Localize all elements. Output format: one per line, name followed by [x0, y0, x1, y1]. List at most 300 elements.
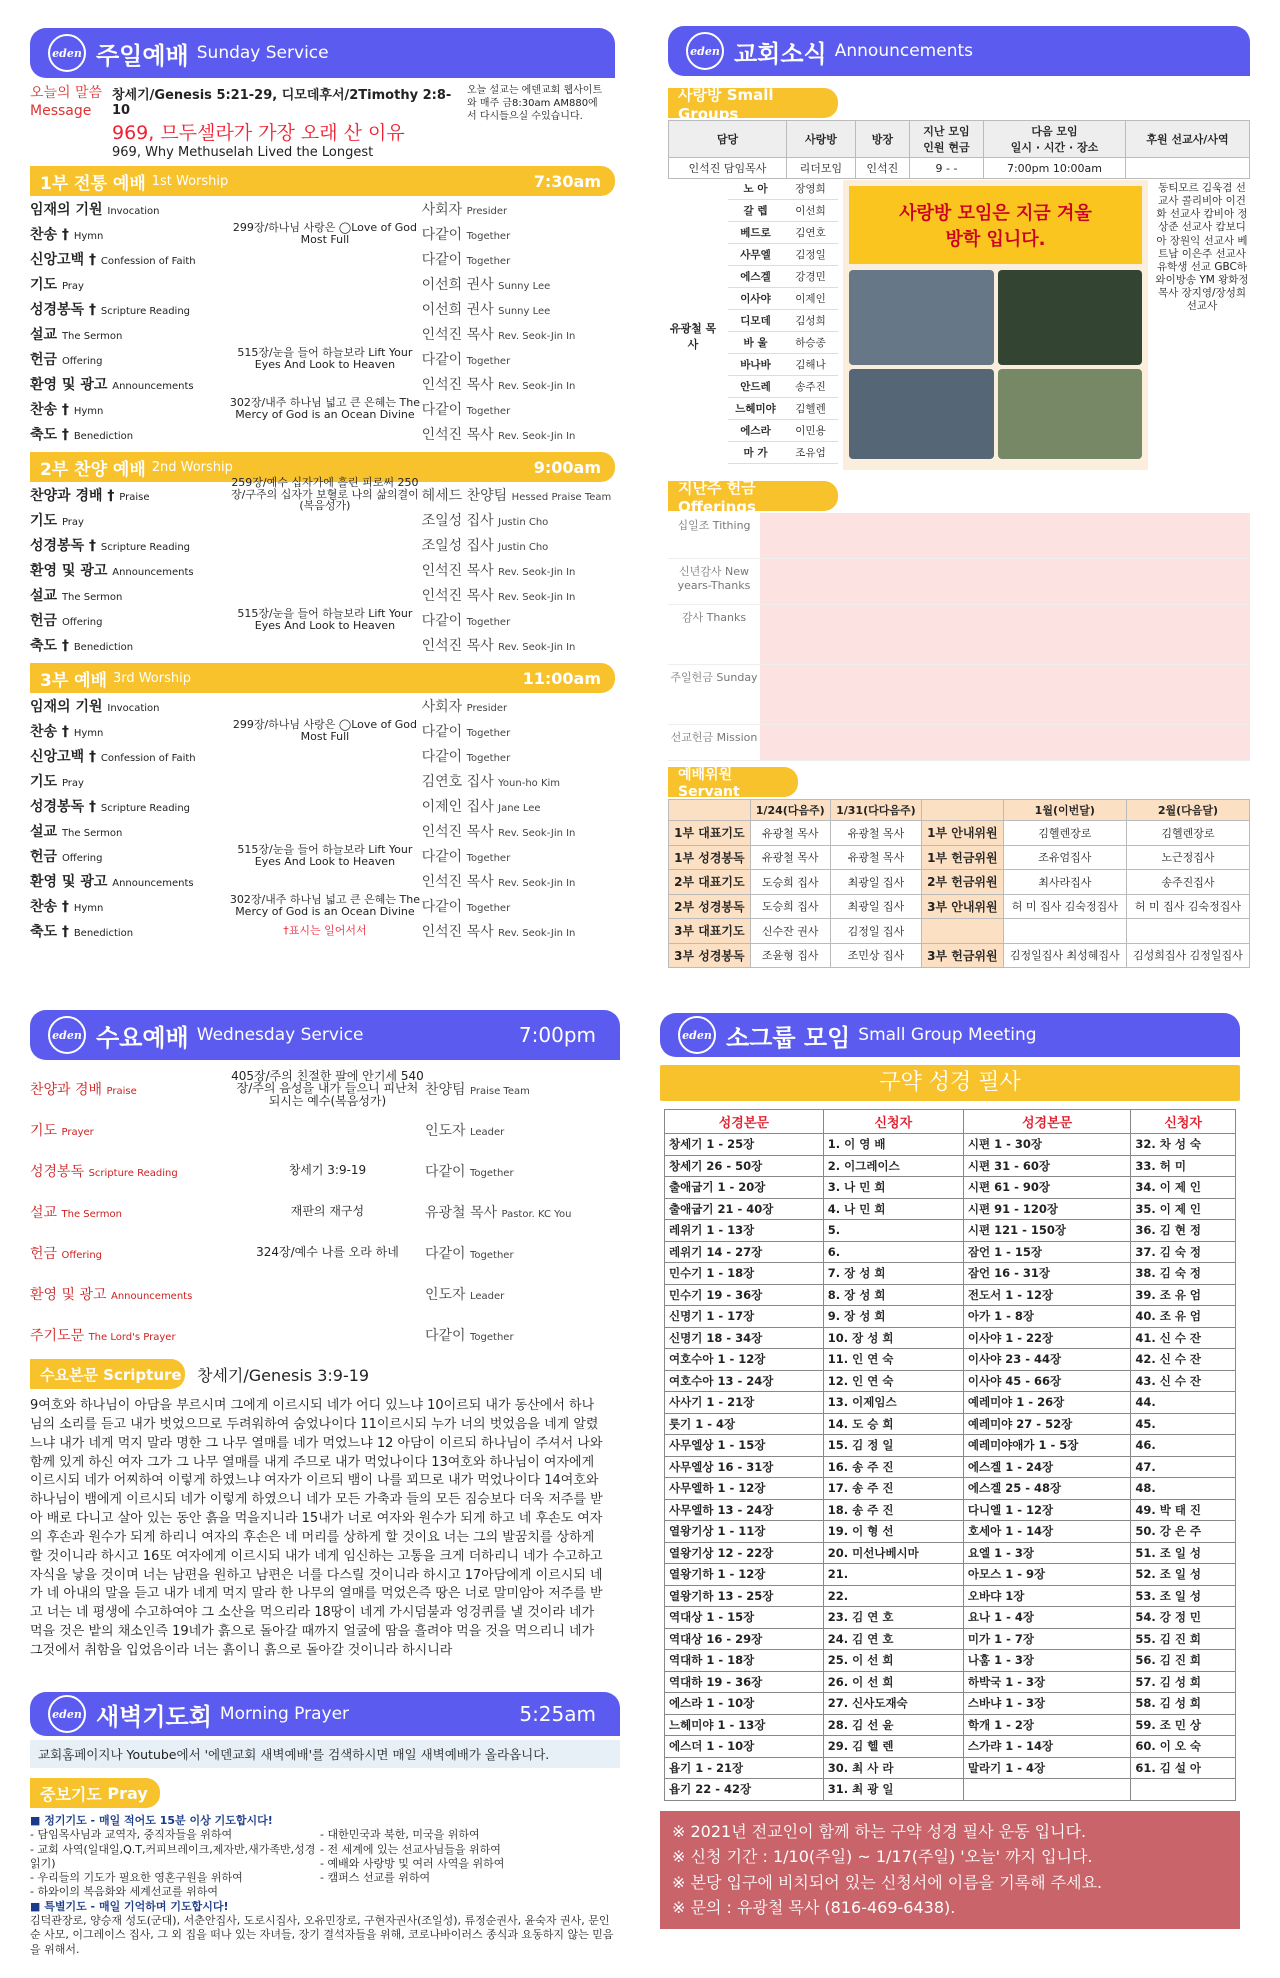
winter-notice: 사랑방 모임은 지금 겨울 방학 입니다.: [849, 186, 1142, 264]
bible-cell: 여호수아 1 - 12장: [665, 1349, 824, 1371]
offer-row: [668, 513, 1250, 559]
room-name: 이사야: [740, 293, 771, 305]
leader-ko: 인석진 목사: [421, 823, 494, 840]
leader-en: Presider: [466, 205, 508, 217]
bible-cell: 34. 이 제 인: [1131, 1177, 1236, 1199]
serv-cell: 2부 헌금위원: [922, 870, 1004, 895]
item-ko: 환영 및 광고: [30, 873, 108, 890]
serv-cell: 최광일 집사: [830, 870, 921, 895]
bible-cell: 24. 김 연 호: [823, 1628, 963, 1650]
worship1-row: [30, 271, 615, 296]
pray-title: 중보기도: [40, 1784, 102, 1804]
note-line: ※ 문의 : 유광철 목사 (816-469-6438).: [672, 1898, 956, 1918]
sg-head-text: 장소: [1076, 141, 1099, 154]
leader-en: Together: [466, 230, 511, 242]
item-ko: 임재의 기원: [30, 698, 103, 715]
item-name: [30, 610, 228, 630]
room-row: [728, 266, 838, 288]
sg-head: [909, 121, 983, 158]
sermon-title-en: 969, Why Methuselah Lived the Longest: [112, 145, 374, 160]
item-name: [30, 921, 228, 941]
eden-logo: eden: [48, 1695, 86, 1733]
bible-cell: 1. 이 영 배: [823, 1134, 963, 1156]
pray-item: - 전 세계에 있는 선교사님들을 위하여: [320, 1842, 501, 1856]
item-detail: 515장/눈을 들어 하늘보라 Lift Your Eyes And Look to Heaven: [237, 606, 413, 632]
item-en: Hymn: [73, 230, 104, 242]
serv-cell: 신수잔 권사: [750, 919, 830, 944]
bible-cell: 44.: [1131, 1392, 1236, 1414]
item-en: Announcements: [110, 1290, 193, 1302]
sg-cell-text: -: [953, 161, 958, 175]
leader-en: Together: [470, 1331, 514, 1343]
item-ko: 설교: [30, 823, 58, 840]
group-photo: [998, 369, 1143, 459]
serv-cell: 조유엄집사: [1003, 845, 1126, 870]
item-en: Announcements: [112, 566, 194, 578]
leader-en: Rev. Seok-Jin In: [498, 566, 576, 578]
bible-cell: 23. 김 연 호: [823, 1607, 963, 1629]
eden-logo: eden: [686, 32, 724, 70]
announce-title: 교회소식: [734, 39, 827, 68]
bible-cell: 에스겔 1 - 24장: [963, 1456, 1130, 1478]
serv-cell: [1003, 919, 1126, 944]
leader-en: Jane Lee: [498, 802, 541, 814]
item-detail: 299장/하나님 사랑은 ◯Love of God Most Full: [232, 220, 417, 246]
wednesday-section: [30, 1010, 620, 1661]
announce-header: [668, 26, 1250, 76]
bible-cell: 5.: [823, 1220, 963, 1242]
bible-cell: 전도서 1 - 12장: [963, 1284, 1130, 1306]
leader-ko: 이제인 집사: [421, 798, 494, 815]
room-host: 김연호: [795, 227, 826, 239]
item-name: [30, 721, 228, 741]
worship2-title: 2부 찬양 예배: [40, 459, 146, 480]
room-host: 김정일: [795, 249, 826, 261]
worship2-row: [30, 532, 615, 557]
item-ko: 찬송 †: [30, 401, 69, 418]
serv-head: 1월(이번달): [1003, 800, 1126, 821]
item-ko: 찬송 †: [30, 898, 69, 915]
offer-type: 신년감사 New years-Thanks: [677, 565, 751, 592]
leader-en: Rev. Seok-Jin In: [498, 330, 576, 342]
sg-head: 다음 모임 일시 · 시간 · 장소: [984, 121, 1126, 158]
room-row: [728, 354, 838, 376]
item-name: [30, 746, 228, 766]
item-ko: 설교: [30, 587, 58, 604]
serv-cell: 김성희집사 김정일집사: [1126, 943, 1249, 968]
leader-ko: 사회자: [421, 698, 463, 715]
leader-ko: 인석진 목사: [421, 637, 494, 654]
leader-en: Hessed Praise Team: [511, 491, 612, 503]
worship2-time: 9:00am: [533, 457, 601, 477]
item-leader: [422, 871, 615, 891]
note-line: ※ 2021년 전교인이 함께 하는 구약 성경 필사 운동 입니다.: [672, 1821, 1087, 1841]
worship3-sub: 3rd Worship: [112, 670, 191, 686]
room-row: [728, 244, 838, 266]
pray-h1: ■ 정기기도 - 매일 적어도 15분 이상 기도합시다!: [30, 1814, 273, 1827]
item-en: Scripture Reading: [88, 1167, 178, 1179]
bible-cell: 52. 조 일 성: [1131, 1564, 1236, 1586]
room-host: 김헬렌: [795, 403, 826, 415]
item-leader: [422, 696, 615, 716]
item-ko: 헌금: [30, 1245, 58, 1262]
item-en: Announcements: [112, 877, 194, 889]
bible-cell: 사무엘상 16 - 31장: [665, 1456, 824, 1478]
offer-amount: [760, 605, 1250, 664]
bible-cell: 58. 김 성 희: [1131, 1693, 1236, 1715]
leader-en: Together: [466, 405, 511, 417]
item-name: [30, 224, 228, 244]
serv-cell: 조윤형 집사: [750, 943, 830, 968]
worship3-row: [30, 718, 615, 743]
room-host: 이선희: [795, 205, 826, 217]
sg-cell: 인석진 담임목사: [669, 158, 787, 179]
item-ko: 성경봉독 †: [30, 537, 96, 554]
bible-cell: 열왕기하 1 - 12장: [665, 1564, 824, 1586]
leader-ko: 다같이: [421, 612, 463, 629]
leader-ko: 인석진 목사: [421, 326, 494, 343]
item-leader: [422, 399, 615, 419]
item-en: Confession of Faith: [100, 255, 196, 267]
leader-en: Rev. Seok-Jin In: [498, 430, 576, 442]
item-ko: 성경봉독 †: [30, 301, 96, 318]
item-ko: 헌금: [30, 612, 58, 629]
room-row: [728, 310, 838, 332]
bible-cell: 22.: [823, 1585, 963, 1607]
sg-head: 담당: [669, 121, 787, 158]
item-name: [30, 299, 228, 319]
item-leader: [425, 1202, 620, 1222]
bible-cell: 아가 1 - 8장: [963, 1306, 1130, 1328]
serv-cell: 도승희 집사: [750, 870, 830, 895]
bible-cell: 4. 나 민 희: [823, 1198, 963, 1220]
bible-head: 성경본문: [665, 1110, 824, 1134]
offer-amount: [760, 513, 1250, 558]
serv-cell: [922, 919, 1004, 944]
wed-scripture-head: [30, 1359, 620, 1389]
bible-cell: [963, 1779, 1130, 1801]
leader-en: Rev. Seok-Jin In: [498, 380, 576, 392]
leader-en: Together: [466, 727, 511, 739]
photo-area: [843, 180, 1148, 470]
bible-cell: 잠언 1 - 15장: [963, 1241, 1130, 1263]
wednesday-title: 수요예배: [96, 1023, 189, 1052]
item-en: The Sermon: [61, 591, 123, 603]
wed-scripture-ref: 창세기/Genesis 3:9-19: [197, 1365, 370, 1385]
item-leader: [422, 485, 615, 505]
sg-head-text: 지난 모임: [923, 125, 970, 138]
leader-ko: 다같이: [421, 226, 463, 243]
offer-amount: [760, 725, 1250, 760]
bible-cell: 12. 인 연 숙: [823, 1370, 963, 1392]
room-name: 바나바: [740, 359, 771, 371]
leader-en: Sunny Lee: [498, 305, 551, 317]
item-detail: 재판의 재구성: [290, 1204, 365, 1219]
serv-cell: 최사라집사: [1003, 870, 1126, 895]
bible-cell: 49. 박 태 진: [1131, 1499, 1236, 1521]
item-en: Pray: [61, 777, 84, 789]
sunday-title: 주일예배: [96, 41, 189, 70]
bible-cell: 31. 최 광 일: [823, 1779, 963, 1801]
bible-cell: 27. 신사도재숙: [823, 1693, 963, 1715]
serv-cell: 김헬렌장로: [1003, 821, 1126, 846]
sg-cell-text: -: [945, 161, 950, 175]
sg-head-text: 일시: [1010, 141, 1033, 154]
serv-cell: 김헬렌장로: [1126, 821, 1249, 846]
item-name: [30, 1243, 230, 1263]
item-ko: 설교: [30, 1204, 58, 1221]
bible-cell: 40. 조 유 엄: [1131, 1306, 1236, 1328]
bible-cell: 9. 장 성 희: [823, 1306, 963, 1328]
pray-item: - 대한민국과 북한, 미국을 위하여: [320, 1828, 480, 1842]
item-name: [30, 374, 228, 394]
item-name: [30, 1284, 230, 1304]
leader-en: Justin Cho: [498, 516, 549, 528]
offer-type: 감사 Thanks: [681, 611, 747, 624]
leader-ko: 이선희 권사: [421, 301, 494, 318]
worship3-row: [30, 893, 615, 918]
bible-cell: 3. 나 민 희: [823, 1177, 963, 1199]
item-name: [30, 1202, 230, 1222]
worship2-row: [30, 582, 615, 607]
item-detail: 515장/눈을 들어 하늘보라 Lift Your Eyes And Look to Heaven: [237, 842, 413, 868]
bible-cell: 26. 이 선 희: [823, 1671, 963, 1693]
leader-en: Rev. Seok-Jin In: [498, 591, 576, 603]
leader-en: Rev. Seok-Jin In: [498, 641, 576, 653]
bible-cell: 미가 1 - 7장: [963, 1628, 1130, 1650]
leader-ko: 다같이: [421, 723, 463, 740]
room-row: [728, 178, 838, 200]
message-block: [30, 84, 615, 160]
wed-row: [30, 1150, 620, 1191]
room-row: [728, 398, 838, 420]
item-en: The Sermon: [61, 827, 123, 839]
bible-cell: 에스더 1 - 10장: [665, 1736, 824, 1758]
worship1-bar: [30, 166, 615, 196]
mission-list: 동티모르 김욱겸 선교사 콜리비아 이건화 선교사 캄비아 정상준 선교사 캄보디아 장원익 선교사 베트남 이은주 선교사 유학생 선교 GBC하와이방송 YM 왕화정 목사 장지영/장성희 선교사: [1155, 182, 1249, 313]
leader-ko: 유광철 목사: [424, 1204, 498, 1221]
sg-head-text: 현금: [948, 141, 970, 154]
item-detail: 창세기 3:9-19: [288, 1163, 367, 1178]
item-ko: 신앙고백 †: [30, 251, 96, 268]
leader-en: Together: [466, 902, 511, 914]
sg-area: [668, 120, 1250, 475]
offer-type: 십일조 Tithing: [677, 519, 751, 532]
item-en: Scripture Reading: [100, 802, 191, 814]
worship1-sub: 1st Worship: [151, 173, 229, 189]
leader-ko: 다같이: [424, 1245, 466, 1262]
bible-cell: 열왕기하 13 - 25장: [665, 1585, 824, 1607]
worship1-row: [30, 196, 615, 221]
item-ko: 찬양과 경배 †: [30, 487, 115, 504]
room-name: 갈 렙: [743, 205, 768, 217]
leader-ko: 찬양팀: [424, 1081, 466, 1098]
bible-head: 신청자: [823, 1110, 963, 1134]
bible-cell: 요나 1 - 4장: [963, 1607, 1130, 1629]
room-name: 베드로: [740, 227, 771, 239]
sg-cell-text: 9: [935, 161, 943, 175]
item-ko: 헌금: [30, 848, 58, 865]
item-leader: [422, 249, 615, 269]
sg-head: 사랑방: [787, 121, 856, 158]
item-detail: 259장/예수 십자가에 흘린 피로써 250장/구주의 십자가 보혈로 나의 삶의결이 (복음성가): [231, 476, 419, 513]
small-banner: 구약 성경 필사: [660, 1065, 1240, 1101]
leader-ko: 헤세드 찬양팀: [421, 487, 508, 504]
bible-cell: 창세기 26 - 50장: [665, 1155, 824, 1177]
bible-cell: 32. 차 성 숙: [1131, 1134, 1236, 1156]
bible-cell: 30. 최 사 라: [823, 1757, 963, 1779]
room-row: [728, 222, 838, 244]
sg-head: 후원 선교사/사역: [1125, 121, 1249, 158]
leader-ko: 이선희 권사: [421, 276, 494, 293]
sg-head-text: 다음 모임: [1031, 125, 1078, 138]
pray-sub: Pray: [107, 1783, 148, 1803]
item-name: [30, 821, 228, 841]
item-leader: [422, 635, 615, 655]
item-name: [30, 485, 228, 505]
worship1-row: [30, 421, 615, 446]
worship1-row: [30, 371, 615, 396]
leader-ko: 다같이: [421, 401, 463, 418]
bible-head: 성경본문: [963, 1110, 1130, 1134]
item-leader: [422, 560, 615, 580]
item-en: Announcements: [112, 380, 194, 392]
bible-cell: 민수기 1 - 18장: [665, 1263, 824, 1285]
item-en: Praise: [119, 491, 150, 503]
sermon-note: 오늘 설교는 에덴교회 웹사이트와 매주 금8:30am AM880에서 다시들으실 수있습니다.: [467, 85, 603, 122]
bible-cell: 13. 이제임스: [823, 1392, 963, 1414]
bible-cell: 에스라 1 - 10장: [665, 1693, 824, 1715]
eden-logo: eden: [678, 1016, 716, 1054]
bible-cell: 레위기 14 - 27장: [665, 1241, 824, 1263]
item-en: Hymn: [73, 727, 104, 739]
bible-cell: 말라기 1 - 4장: [963, 1757, 1130, 1779]
note-line: ※ 본당 입구에 비치되어 있는 신청서에 이름을 기록해 주세요.: [672, 1872, 1103, 1892]
leader-en: Together: [466, 616, 511, 628]
item-leader: [422, 585, 615, 605]
bible-cell: 29. 김 헬 렌: [823, 1736, 963, 1758]
leader-en: Justin Cho: [498, 541, 549, 553]
serv-head: [669, 800, 751, 821]
leader-ko: 조일성 집사: [421, 537, 494, 554]
serv-cell: 3부 헌금위원: [922, 943, 1004, 968]
pray-item: - 예배와 사랑방 및 여러 사역을 위하여: [320, 1856, 505, 1870]
bible-cell: 이사야 23 - 44장: [963, 1349, 1130, 1371]
leader-en: Together: [470, 1167, 514, 1179]
sg-head-text: 인원: [923, 141, 945, 154]
offer-row: [668, 559, 1250, 605]
item-ko: 기도: [30, 773, 58, 790]
dawn-time: 5:25am: [519, 1702, 596, 1726]
room-name: 바 울: [743, 337, 768, 349]
smallgroup-section: [660, 1013, 1240, 1929]
worship2-row: [30, 476, 615, 513]
leader-en: Praise Team: [470, 1085, 530, 1097]
serv-cell: 김정일 집사: [830, 919, 921, 944]
bible-cell: 55. 김 진 희: [1131, 1628, 1236, 1650]
item-en: Benediction: [73, 430, 134, 442]
room-row: [728, 376, 838, 398]
dawn-sub: Morning Prayer: [219, 1704, 350, 1724]
bible-cell: [1131, 1779, 1236, 1801]
worship2-row: [30, 557, 615, 582]
item-leader: [422, 424, 615, 444]
leader-en: Rev. Seok-Jin In: [498, 927, 576, 939]
serv-cell: 2부 대표기도: [669, 870, 751, 895]
dawn-text: 교회홈페이지나 Youtube에서 '에덴교회 새벽예배'를 검색하시면 매일 새벽예배가 올라옵니다.: [30, 1740, 620, 1768]
bible-cell: 요엘 1 - 3장: [963, 1542, 1130, 1564]
pray-item: - 캠퍼스 선교를 위하여: [320, 1871, 431, 1885]
item-leader: [422, 721, 615, 741]
small-notes: [660, 1811, 1240, 1929]
room-host: 강경민: [795, 271, 826, 283]
bible-cell: 46.: [1131, 1435, 1236, 1457]
wednesday-header: [30, 1010, 620, 1060]
room-name: 노 아: [743, 183, 768, 195]
item-leader: [422, 274, 615, 294]
room-host: 김해나: [795, 359, 826, 371]
item-name: [30, 199, 228, 219]
bible-cell: 7. 장 성 희: [823, 1263, 963, 1285]
item-name: [30, 896, 228, 916]
sg-label: 사랑방 Small Groups: [668, 88, 838, 118]
bible-cell: 37. 김 숙 정: [1131, 1241, 1236, 1263]
item-leader: [422, 610, 615, 630]
leader-ko: 인석진 목사: [421, 426, 494, 443]
room-name: 마 가: [743, 447, 768, 459]
item-detail: †표시는 일어서서: [283, 923, 367, 937]
serv-cell: 송주진집사: [1126, 870, 1249, 895]
item-ko: 기도: [30, 512, 58, 529]
serv-cell: 2부 성경봉독: [669, 894, 751, 919]
item-leader: [425, 1161, 620, 1181]
bible-cell: 54. 강 정 민: [1131, 1607, 1236, 1629]
bible-cell: 시편 61 - 90장: [963, 1177, 1130, 1199]
bible-cell: 시편 91 - 120장: [963, 1198, 1130, 1220]
sunday-scripture: 창세기/Genesis 5:21-29, 디모데후서/2Timothy 2:8-10: [112, 88, 452, 118]
item-leader: [422, 299, 615, 319]
room-row: [728, 332, 838, 354]
item-leader: [425, 1284, 620, 1304]
bible-cell: 욥기 1 - 21장: [665, 1757, 824, 1779]
bible-cell: 잠언 16 - 31장: [963, 1263, 1130, 1285]
offer-row: [668, 605, 1250, 665]
room-row: [728, 442, 838, 464]
room-name: 디모데: [740, 315, 771, 327]
item-name: [30, 585, 228, 605]
worship3-title: 3부 예배: [40, 670, 108, 691]
worship3-row: [30, 768, 615, 793]
item-leader: [422, 846, 615, 866]
bible-cell: 예레미야 27 - 52장: [963, 1413, 1130, 1435]
item-name: [30, 771, 228, 791]
group-photo: [998, 270, 1143, 365]
serv-cell: 유광철 목사: [830, 845, 921, 870]
announce-section: [668, 26, 1250, 968]
bible-cell: 36. 김 현 정: [1131, 1220, 1236, 1242]
worship1-row: [30, 346, 615, 371]
bible-cell: 룻기 1 - 4장: [665, 1413, 824, 1435]
bible-cell: 사무엘상 1 - 15장: [665, 1435, 824, 1457]
leader-ko: 다같이: [421, 898, 463, 915]
room-row: [728, 420, 838, 442]
item-en: Pray: [61, 280, 84, 292]
serv-cell: 1부 성경봉독: [669, 845, 751, 870]
wed-row: [30, 1191, 620, 1232]
bible-cell: 역대하 19 - 36장: [665, 1671, 824, 1693]
bible-cell: 57. 김 성 희: [1131, 1671, 1236, 1693]
item-name: [30, 274, 228, 294]
